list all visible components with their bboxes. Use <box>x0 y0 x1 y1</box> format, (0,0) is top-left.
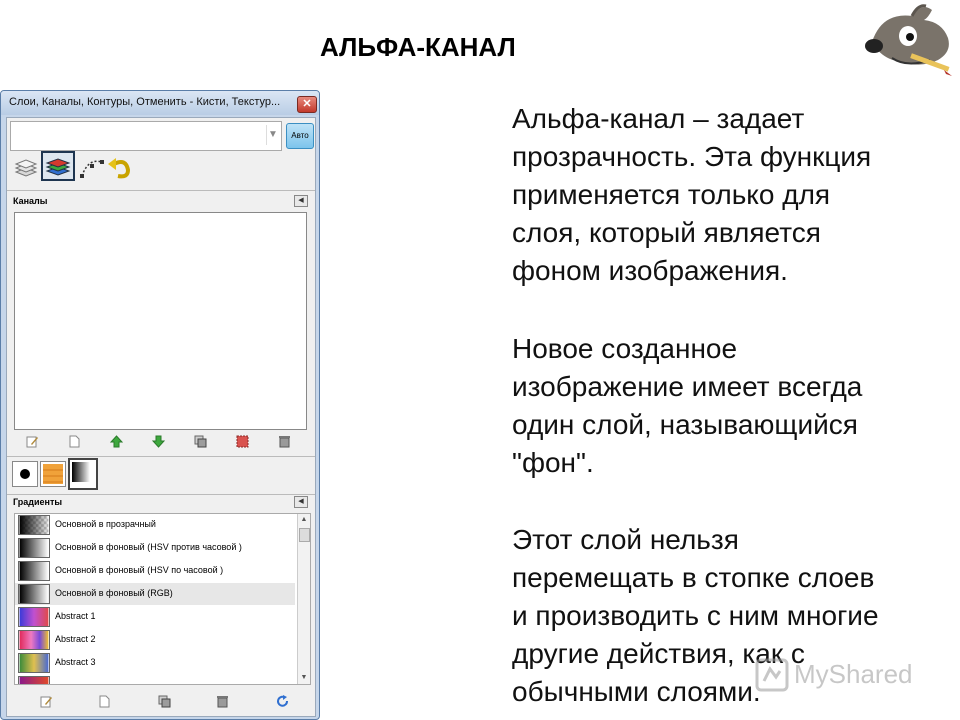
list-item[interactable] <box>15 629 295 651</box>
channels-list[interactable] <box>14 212 307 430</box>
dock-client-area <box>6 117 316 717</box>
dock-tabs <box>10 154 310 186</box>
list-item[interactable] <box>15 606 295 628</box>
window-title: Слои, Каналы, Контуры, Отменить - Кисти, Текстур... <box>9 96 281 108</box>
gradients-button-row <box>12 692 310 712</box>
channel-to-selection-icon[interactable] <box>236 435 249 448</box>
gradient-dock-tabs <box>12 461 212 491</box>
text-line: обычными слоями. <box>512 676 761 707</box>
watermark-logo-icon <box>754 657 790 693</box>
auto-button[interactable]: Авто <box>286 123 314 149</box>
divider <box>7 190 315 191</box>
gradient-tab-icon[interactable] <box>68 458 98 490</box>
lower-channel-icon[interactable] <box>152 435 165 448</box>
list-item[interactable] <box>15 514 295 536</box>
gradient-swatch <box>18 653 50 673</box>
paragraph-new-image <box>512 330 862 482</box>
list-item[interactable] <box>15 560 295 582</box>
list-item[interactable] <box>15 583 295 605</box>
text-line: и производить с ним многие <box>512 600 879 631</box>
close-icon: ✕ <box>302 98 312 110</box>
text-line: перемещать в стопке слоев <box>512 562 875 593</box>
channels-panel-menu-button[interactable]: ◀ <box>294 195 308 207</box>
delete-gradient-icon[interactable] <box>216 695 229 708</box>
text-line: один слой, называющийся <box>512 409 858 440</box>
gradient-name: Abstract 3 <box>55 657 96 667</box>
undo-icon[interactable] <box>106 154 134 182</box>
scroll-thumb[interactable] <box>299 528 310 542</box>
watermark-text: MyShared <box>794 659 913 689</box>
gradient-name: Основной в прозрачный <box>55 519 156 529</box>
layers-icon[interactable] <box>12 154 40 182</box>
channels-panel-title: Каналы <box>13 196 48 206</box>
gimp-dock-window <box>0 90 320 720</box>
divider <box>7 494 315 495</box>
text-line: Новое созданное <box>512 333 738 364</box>
text-line: изображение имеет всегда <box>512 371 863 402</box>
pattern-tab-icon[interactable] <box>40 461 66 487</box>
duplicate-channel-icon[interactable] <box>194 435 207 448</box>
delete-channel-icon[interactable] <box>278 435 291 448</box>
duplicate-gradient-icon[interactable] <box>158 695 171 708</box>
gradient-name: Основной в фоновый (HSV против часовой ) <box>55 542 242 552</box>
chevron-down-icon[interactable]: ▼ <box>266 125 279 145</box>
gradient-name: Abstract 2 <box>55 634 96 644</box>
gradients-panel-menu-button[interactable]: ◀ <box>294 496 308 508</box>
gradient-swatch <box>18 515 50 535</box>
gradients-list <box>14 513 311 685</box>
text-line: Альфа-канал – задает <box>512 103 805 134</box>
gradient-swatch <box>18 676 50 685</box>
gradient-name: Основной в фоновый (HSV по часовой ) <box>55 565 224 575</box>
refresh-gradients-icon[interactable] <box>276 695 289 708</box>
gradient-swatch <box>18 561 50 581</box>
paragraph-alpha <box>512 100 871 290</box>
text-line: другие действия, как с <box>512 638 805 669</box>
gimp-mascot-icon <box>852 2 956 82</box>
gradients-panel-title: Градиенты <box>13 497 63 507</box>
new-channel-icon[interactable] <box>68 435 81 448</box>
text-line: прозрачность. Эта функция <box>512 141 872 172</box>
scroll-down-icon[interactable]: ▼ <box>300 674 308 681</box>
gradient-swatch <box>18 584 50 604</box>
edit-channel-icon[interactable] <box>26 435 39 448</box>
new-gradient-icon[interactable] <box>98 695 111 708</box>
gradient-swatch <box>18 630 50 650</box>
list-item[interactable] <box>15 652 295 674</box>
edit-gradient-icon[interactable] <box>40 695 53 708</box>
text-line: применяется только для <box>512 179 831 210</box>
divider <box>7 456 315 457</box>
text-line: фоном изображения. <box>512 255 788 286</box>
gradient-swatch <box>18 607 50 627</box>
close-button[interactable] <box>297 96 317 113</box>
paths-icon[interactable] <box>78 154 106 182</box>
raise-channel-icon[interactable] <box>110 435 123 448</box>
gradient-name: Abstract 1 <box>55 611 96 621</box>
text-line: слоя, который является <box>512 217 821 248</box>
brush-tab-icon[interactable] <box>12 461 38 487</box>
text-line: "фон". <box>512 447 594 478</box>
scroll-up-icon[interactable]: ▲ <box>300 516 308 523</box>
gradient-name: Основной в фоновый (RGB) <box>55 588 173 598</box>
vertical-scrollbar[interactable] <box>297 514 310 684</box>
slide-title: АЛЬФА-КАНАЛ <box>320 32 516 62</box>
list-item[interactable] <box>15 675 295 685</box>
gradient-swatch <box>18 538 50 558</box>
image-select-combo[interactable] <box>10 121 282 151</box>
window-titlebar[interactable] <box>1 91 319 115</box>
text-line: Этот слой нельзя <box>512 524 739 555</box>
watermark <box>742 655 932 695</box>
channels-icon[interactable] <box>41 151 75 181</box>
list-item[interactable] <box>15 537 295 559</box>
channels-button-row <box>12 432 310 452</box>
